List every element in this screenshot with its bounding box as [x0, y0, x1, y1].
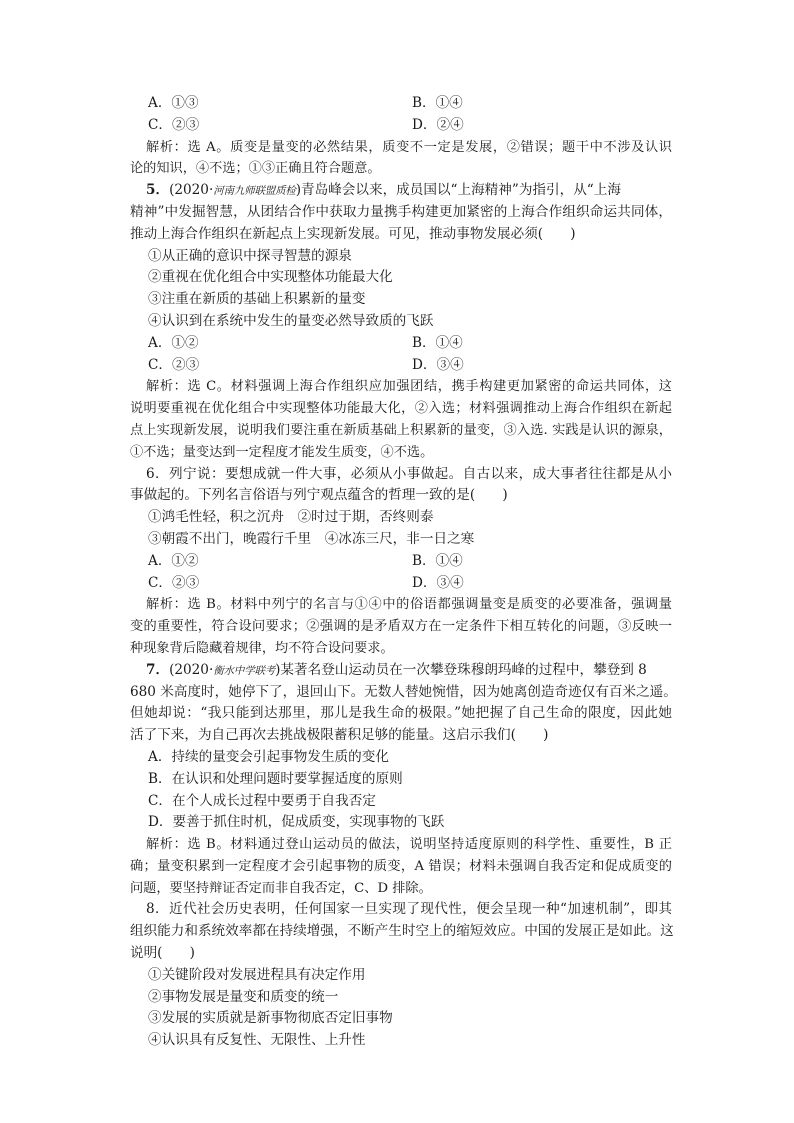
source-suffix: )	[295, 182, 302, 199]
question-number: 5．	[146, 182, 170, 199]
question-stem-line: 但她却说：“我只能到达那里，那儿是我生命的极限。”她把握了自己生命的限度，因此她	[130, 705, 672, 722]
question-stem-line	[146, 660, 672, 682]
options-row	[146, 333, 672, 355]
option-c: C．②③	[148, 356, 200, 373]
analysis-line: 点上实现新发展，说明我们要注重在新质基础上积累新的量变，③入选. 实践是认识的源泉，	[130, 422, 672, 438]
source-prefix: (2020·	[169, 661, 214, 678]
option-c: C．在个人成长过程中要勇于自我否定	[148, 792, 376, 809]
question-stem-line: 680 米高度时，她停下了，退回山下。无数人替她惋惜，因为她离创造奇迹仅有百米之遥。	[130, 683, 677, 700]
statement-item: ①从正确的意识中探寻智慧的源泉	[148, 247, 352, 264]
analysis-line: 解析：选 B。材料通过登山运动员的做法，说明坚持适度原则的科学性、重要性，B 正	[146, 837, 672, 853]
document-page	[130, 93, 677, 1052]
option-d: D．③④	[412, 574, 464, 591]
option-c: C．②③	[148, 574, 200, 591]
stem-text: 青岛峰会以来，成员国以“上海精神”为指引，从“上海	[301, 182, 621, 199]
statement-item: ④认识具有反复性、无限性、上升性	[148, 1032, 366, 1049]
options-row	[146, 573, 672, 595]
option-d: D．②④	[412, 116, 464, 133]
option-b: B．在认识和处理问题时要掌握适度的原则	[148, 770, 403, 787]
question-stem-line: 6．列宁说：要想成就一件大事，必须从小事做起。自古以来，成大事者往往都是从小	[146, 465, 672, 482]
option-a: A．①②	[148, 552, 199, 569]
analysis-line: ①不选；量变达到一定程度才能发生质变，④不选。	[130, 444, 434, 460]
source-prefix: (2020·	[169, 182, 214, 199]
question-number: 7．	[146, 661, 170, 678]
statement-item: ④认识到在系统中发生的量变必然导致质的飞跃	[148, 312, 434, 329]
analysis-line: 论的知识，④不选；①③正确且符合题意。	[130, 161, 381, 177]
analysis-line: 解析：选 C。材料强调上海合作组织应加强团结，携手构建更加紧密的命运共同体，这	[146, 379, 672, 395]
option-b: B．①④	[412, 95, 463, 111]
options-row	[146, 551, 672, 573]
option-d: D．③④	[412, 356, 464, 373]
analysis-line: 说明要重视在优化组合中实现整体功能最大化，②入选；材料强调推动上海合作组织在新起	[130, 401, 672, 417]
question-stem-line: 推动上海合作组织在新起点上实现新发展。可见，推动事物发展必须( )	[130, 225, 576, 242]
analysis-line: 种现象背后隐藏着规律，均不符合设问要求。	[130, 640, 394, 656]
option-b: B．①④	[412, 334, 463, 351]
statement-item: ①关键阶段对发展进程具有决定作用	[148, 966, 366, 983]
option-b: B．①④	[412, 552, 463, 569]
statement-item: ②事物发展是量变和质变的统一	[148, 988, 339, 1005]
option-d: D．要善于抓住时机，促成质变，实现事物的飞跃	[148, 814, 445, 831]
analysis-line: 解析：选 B。材料中列宁的名言与①④中的俗语都强调量变是质变的必要准备，强调量	[146, 597, 672, 613]
analysis-line: 确；量变积累到一定程度才会引起事物的质变，A 错误；材料未强调自我否定和促成质变的	[130, 858, 672, 874]
option-a: A．①③	[148, 95, 199, 111]
options-row	[146, 355, 672, 377]
source-suffix: )	[275, 661, 281, 678]
question-source: 河南九师联盟质检	[213, 185, 296, 198]
question-stem-line: 组织能力和系统效率都在持续增强，不断产生时空上的缩短效应。中国的发展正是如此。这	[130, 923, 674, 940]
options-row	[146, 115, 672, 137]
analysis-line: 问题，要坚持辩证否定而非自我否定，C、D 排除。	[130, 880, 432, 896]
question-stem-line: 活了下来，为自己再次去挑战极限蓄积足够的能量。这启示我们( )	[130, 727, 549, 744]
question-stem-line: 说明( )	[130, 945, 195, 962]
options-row	[146, 93, 672, 115]
analysis-line: 变的重要性，符合设问要求；②强调的是矛盾双方在一定条件下相互转化的问题，③反映一	[130, 619, 672, 635]
stem-text: 某著名登山运动员在一次攀登珠穆朗玛峰的过程中，攀登到 8	[280, 661, 647, 678]
statement-item: ①鸿毛性轻，积之沉舟 ②时过于期，否终则泰	[148, 509, 434, 526]
analysis-line: 解析：选 A。质变是量变的必然结果，质变不一定是发展，②错误；题干中不涉及认识	[146, 139, 672, 155]
question-source: 衡水中学联考	[213, 664, 276, 677]
option-a: A．①②	[148, 334, 199, 351]
question-stem-line: 事做起的。下列名言俗语与列宁观点蕴含的哲理一致的是( )	[130, 487, 508, 504]
statement-item: ②重视在优化组合中实现整体功能最大化	[148, 269, 393, 286]
statement-item: ③注重在新质的基础上积累新的量变	[148, 291, 366, 308]
statement-item: ③发展的实质就是新事物彻底否定旧事物	[148, 1010, 393, 1027]
option-c: C．②③	[148, 116, 200, 133]
statement-item: ③朝霞不出门，晚霞行千里 ④冰冻三尺，非一日之寒	[148, 530, 475, 547]
question-stem-line: 精神”中发掘智慧，从团结合作中获取力量携手构建更加紧密的上海合作组织命运共同体，	[130, 203, 672, 220]
option-a: A．持续的量变会引起事物发生质的变化	[148, 748, 389, 765]
question-stem-line	[146, 180, 672, 202]
question-stem-line: 8．近代社会历史表明，任何国家一旦实现了现代性，便会呈现一种“加速机制”，即其	[146, 901, 672, 918]
